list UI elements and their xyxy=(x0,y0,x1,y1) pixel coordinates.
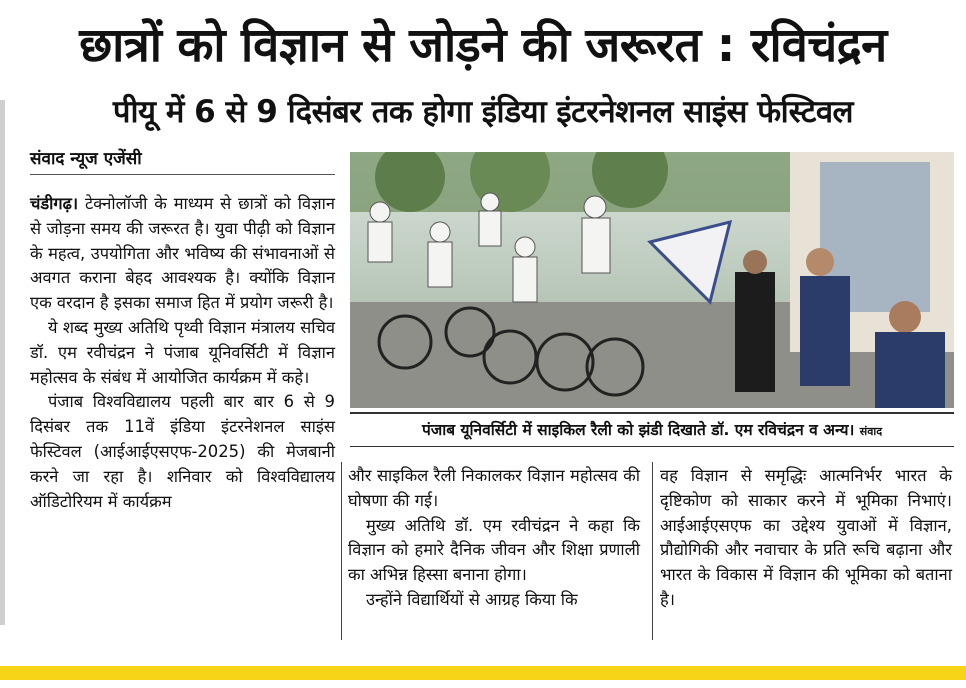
paragraph: वह विज्ञान से समृद्धिः आत्मनिर्भर भारत के दृष्टिकोण को साकार करने में भूमिका निभाएं। आईआईएसएफ का उद्देश्य युवाओं में विज्ञान, प्रौद्योगिकी और नवाचार के प्रति रूचि बढ़ाना और भारत के विकास में विज्ञान की भूमिका को बताना है। xyxy=(660,466,952,609)
caption-text: पंजाब यूनिवर्सिटी में साइकिल रैली को झंडी दिखाते डॉ. एम रविचंद्रन व अन्य। xyxy=(421,421,855,439)
paragraph: ये शब्द मुख्य अतिथि पृथ्वी विज्ञान मंत्रालय सचिव डॉ. एम रवीचंद्रन ने पंजाब यूनिवर्सिटी में विज्ञान महोत्सव के संबंध में आयोजित कार्यक्रम में कहे। xyxy=(30,317,335,387)
footer-accent-bar xyxy=(0,666,966,680)
headline: छात्रों को विज्ञान से जोड़ने की जरूरत : रविचंद्रन xyxy=(79,18,887,73)
paragraph-text: टेक्नोलॉजी के माध्यम से छात्रों को विज्ञान से जोड़ना समय की जरूरत है। युवा पीढ़ी को विज्ञान के महत्व, उपयोगिता और भविष्य की संभावनाओं से अवगत कराना बेहद आवश्यक है। क्योंकि विज्ञान एक वरदान है इसका समाज हित में प्रयोग जरूरी है। xyxy=(30,194,335,313)
paragraph: मुख्य अतिथि डॉ. एम रवीचंद्रन ने कहा कि विज्ञान को हमारे दैनिक जीवन और शिक्षा प्रणाली का अभिन्न हिस्सा बनाना होगा। xyxy=(348,515,640,585)
dateline: चंडीगढ़। xyxy=(30,194,79,213)
news-photo xyxy=(350,152,954,408)
cycle-rally-photo xyxy=(350,152,954,408)
subheadline: पीयू में 6 से 9 दिसंबर तक होगा इंडिया इंटरनेशनल साइंस फेस्टिवल xyxy=(112,94,854,130)
column-divider xyxy=(341,462,342,640)
paragraph: उन्होंने विद्यार्थियों से आग्रह किया कि xyxy=(366,589,578,609)
photo-caption xyxy=(350,412,954,447)
column-divider xyxy=(652,462,653,640)
paragraph: पंजाब विश्वविद्यालय पहली बार बार 6 से 9 दिसंबर तक 11वें इंडिया इंटरनेशनल साइंस फेस्टिवल (आईआईएसएफ-2025) की मेजबानी करने जा रहा है। शनिवार को विश्वविद्यालय ऑडिटोरियम में कार्यक्रम xyxy=(30,392,335,511)
byline: संवाद न्यूज एजेंसी xyxy=(30,149,142,169)
article-column-1 xyxy=(30,192,335,514)
left-margin-rule xyxy=(0,100,5,625)
paragraph xyxy=(30,192,335,316)
byline-divider xyxy=(30,174,335,175)
article-column-2 xyxy=(348,464,640,613)
article-column-3 xyxy=(660,464,952,613)
paragraph: और साइकिल रैली निकालकर विज्ञान महोत्सव की घोषणा की गई। xyxy=(348,466,640,510)
caption-credit: संवाद xyxy=(859,425,883,438)
